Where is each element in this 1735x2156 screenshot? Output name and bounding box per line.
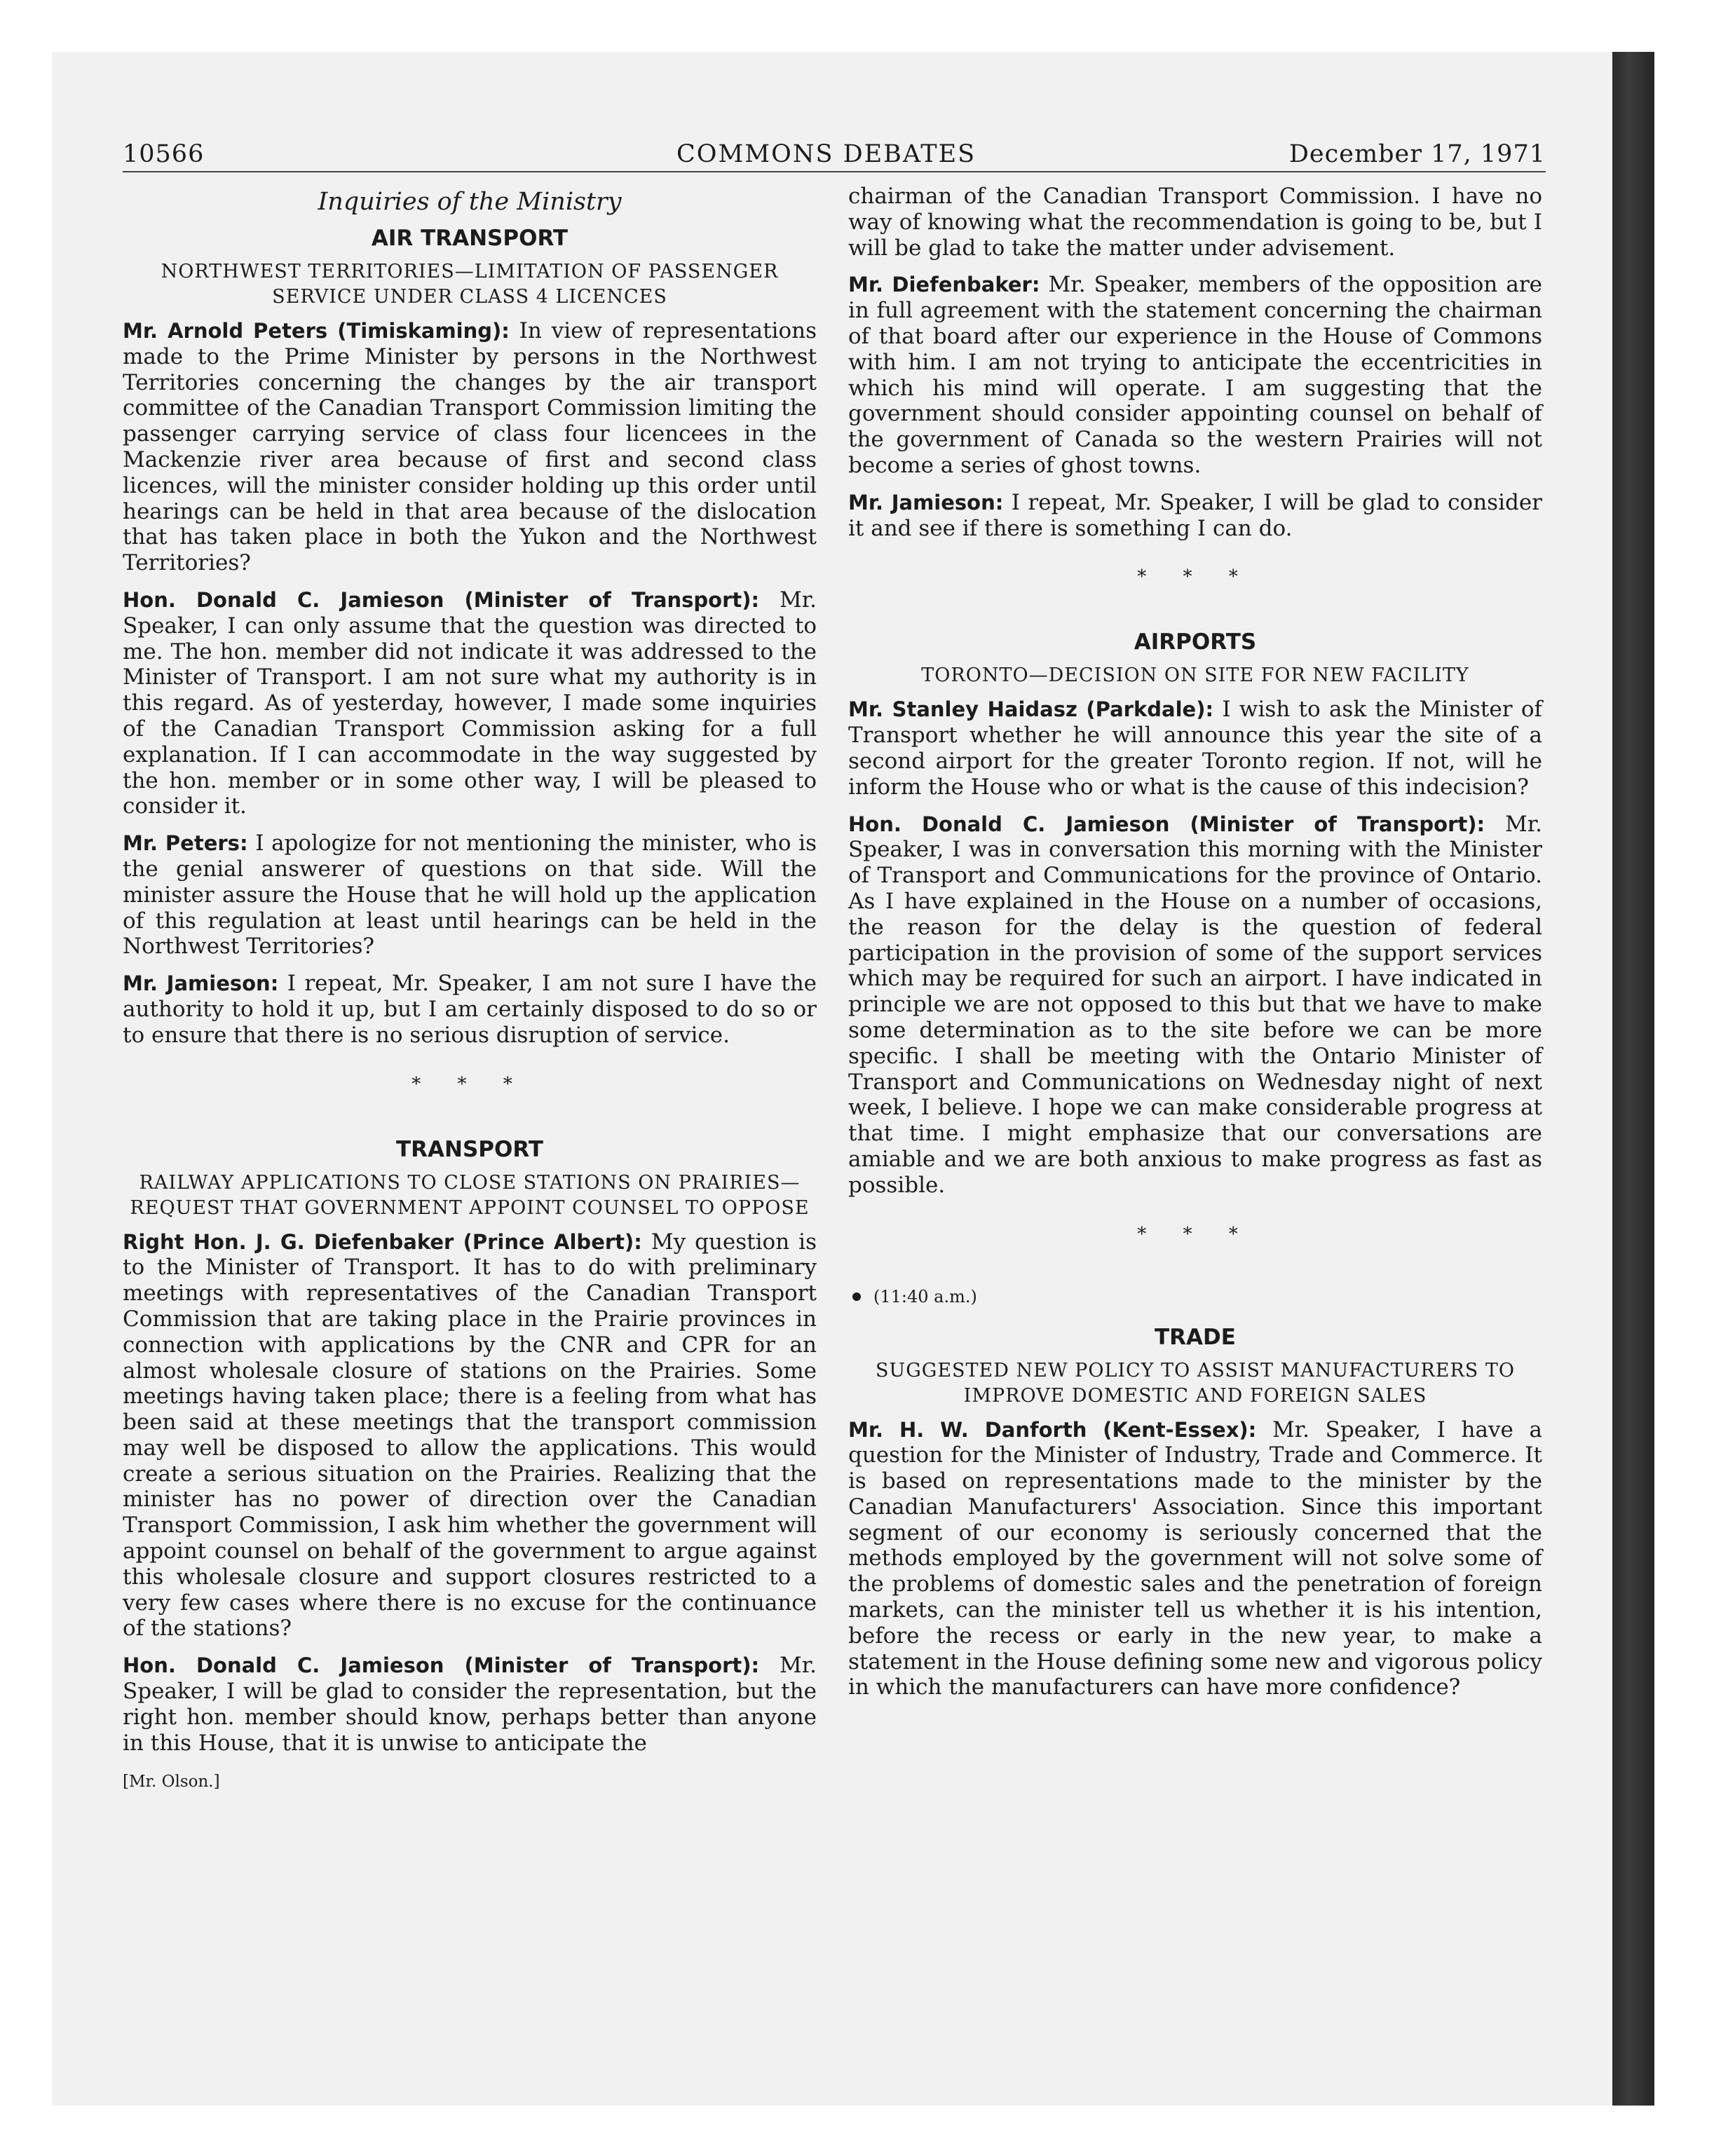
- paragraph: [848, 490, 1542, 542]
- subrubric-railway-applications: RAILWAY APPLICATIONS TO CLOSE STATIONS ON PRAIRIES—REQUEST THAT GOVERNMENT APPOINT COUNSEL TO OPPOSE: [130, 1171, 810, 1219]
- subrubric-toronto: TORONTO—DECISION ON SITE FOR NEW FACILITY: [921, 664, 1469, 687]
- paragraph-text: Mr. Speaker, members of the opposition are in full agreement with the statement concerning the chairman of that board after our experience in the House of Commons with him. I am not trying to anticipate the eccentricities in which his mind will operate. I am suggesting that the government should consider appointing counsel on behalf of the government of Canada so the western Prairies will not become a series of ghost towns.: [848, 272, 1542, 478]
- speaker-name: Mr. Jamieson:: [848, 490, 1004, 514]
- speaker-name: Mr. H. W. Danforth (Kent-Essex):: [848, 1417, 1257, 1442]
- paragraph: [123, 1229, 817, 1642]
- paragraph-text: I repeat, Mr. Speaker, I will be glad to consider it and see if there is something I can do.: [848, 489, 1542, 541]
- left-column: [123, 184, 817, 1791]
- speaker-name: Mr. Jamieson:: [123, 971, 279, 996]
- speaker-name: Mr. Peters:: [123, 831, 248, 856]
- paragraph-text: I wish to ask the Minister of Transport whether he will announce this year the site of a second airport for the greater Toronto region. If not, will he inform the House who or what is the cause of this indecision?: [848, 697, 1542, 800]
- subrubric-northwest-territories: NORTHWEST TERRITORIES—LIMITATION OF PASSENGER SERVICE UNDER CLASS 4 LICENCES: [161, 261, 779, 308]
- speaker-name: Right Hon. J. G. Diefenbaker (Prince Albert):: [123, 1229, 642, 1254]
- paragraph: [848, 697, 1542, 800]
- paragraph: [848, 1417, 1542, 1701]
- paragraph: [123, 318, 817, 576]
- paragraph-text: Mr. Speaker, I will be glad to consider the representation, but the right hon. member should know, perhaps better than anyone in this House, that it is unwise to anticipate the: [123, 1653, 817, 1756]
- rubric-air-transport: AIR TRANSPORT: [371, 226, 569, 251]
- paragraph-text: I repeat, Mr. Speaker, I am not sure I have the authority to hold it up, but I am certainly disposed to do so or to ensure that there is no serious disruption of service.: [123, 971, 817, 1048]
- paragraph-text: Mr. Speaker, I can only assume that the question was directed to me. The hon. member did not indicate it was addressed to the Minister of Transport. I am not sure what my authority is in this regard. As of yesterday, however, I made some inquiries of the Canadian Transport Commission asking for a full explanation. If I can accommodate in the way suggested by the hon. member or in some other way, I will be pleased to consider it.: [123, 587, 817, 819]
- page-number: 10566: [123, 140, 205, 168]
- paragraph: [848, 812, 1542, 1199]
- speaker-name: Hon. Donald C. Jamieson (Minister of Transport):: [848, 812, 1485, 836]
- scan-edge-shadow: [1612, 52, 1654, 2106]
- speaker-name: Hon. Donald C. Jamieson (Minister of Transport):: [123, 587, 760, 612]
- paragraph-text: I apologize for not mentioning the minister, who is the genial answerer of questions on that side. Will the minister assure the House that he will hold up the application of this regulation at least until hearings can be held in the Northwest Territories?: [123, 831, 817, 960]
- paragraph: [123, 1653, 817, 1756]
- speaker-name: Mr. Arnold Peters (Timiskaming):: [123, 319, 510, 343]
- publication-date: December 17, 1971: [1288, 140, 1546, 168]
- bullet-icon: [852, 1292, 861, 1301]
- time-marker-text: (11:40 a.m.): [873, 1286, 977, 1306]
- speaker-name: Hon. Donald C. Jamieson (Minister of Transport):: [123, 1653, 760, 1678]
- paragraph-text: Mr. Speaker, I was in conversation this morning with the Minister of Transport and Communications for the province of Ontario. As I have explained in the House on a number of occasions, the reason for the delay is the question of federal participation in the provision of some of the support services which may be required for such an airport. I have indicated in principle we are not opposed to this but that we have to make some determination as to the site before we can be more specific. I shall be meeting with the Ontario Minister of Transport and Communications on Wednesday night of next week, I believe. I hope we can make considerable progress at that time. I might emphasize that our conversations are amiable and we are both anxious to make progress as fast as possible.: [848, 811, 1542, 1198]
- section-separator: * * *: [411, 1073, 528, 1095]
- rubric-airports: AIRPORTS: [1134, 629, 1257, 655]
- speaker-name: Mr. Diefenbaker:: [848, 273, 1040, 297]
- page-header: [123, 139, 1546, 172]
- paragraph-text: In view of representations made to the Prime Minister by persons in the Northwest Territories concerning the changes by the air transport committee of the Canadian Transport Commission limiting the passenger carrying service of class four licencees in the Mackenzie river area because of first and second class licences, will the minister consider holding up this order until hearings can be held in that area because of the dislocation that has taken place in both the Yukon and the Northwest Territories?: [123, 318, 817, 576]
- section-separator: * * *: [1137, 566, 1253, 588]
- paragraph-text: chairman of the Canadian Transport Commission. I have no way of knowing what the recommendation is going to be, but I will be glad to take the matter under advisement.: [848, 184, 1542, 261]
- right-column: [848, 184, 1542, 1712]
- paragraph: [848, 184, 1542, 261]
- paragraph: [848, 272, 1542, 478]
- speaker-name: Mr. Stanley Haidasz (Parkdale):: [848, 697, 1214, 722]
- section-separator: * * *: [1137, 1223, 1253, 1245]
- paragraph: [123, 971, 817, 1048]
- paragraph-text: Mr. Speaker, I have a question for the Minister of Industry, Trade and Commerce. It is based on representations made to the minister by the Canadian Manufacturers' Association. Since this important segment of our economy is seriously concerned that the methods employed by the government will not solve some of the problems of domestic sales and the penetration of foreign markets, can the minister tell us whether it is his intention, before the recess or early in the new year, to make a statement in the House defining some new and vigorous policy in which the manufacturers can have more confidence?: [848, 1417, 1542, 1700]
- publication-title: COMMONS DEBATES: [676, 140, 977, 168]
- paragraph: [123, 587, 817, 819]
- time-marker: [848, 1287, 1542, 1306]
- rubric-trade: TRADE: [1155, 1324, 1236, 1350]
- subrubric-manufacturers-policy: SUGGESTED NEW POLICY TO ASSIST MANUFACTURERS TO IMPROVE DOMESTIC AND FOREIGN SALES: [875, 1359, 1516, 1407]
- footnote: [Mr. Olson.]: [123, 1773, 220, 1792]
- paragraph: [123, 831, 817, 960]
- section-heading: Inquiries of the Ministry: [318, 188, 622, 216]
- paragraph-text: My question is to the Minister of Transport. It has to do with preliminary meetings with representatives of the Canadian Transport Commission that are taking place in the Prairie provinces in connection with applications by the CNR and CPR for an almost wholesale closure of stations on the Prairies. Some meetings having taken place; there is a feeling from what has been said at these meetings that the transport commission may well be disposed to allow the applications. This would create a serious situation on the Prairies. Realizing that the minister has no power of direction over the Canadian Transport Commission, I ask him whether the government will appoint counsel on behalf of the government to argue against this wholesale closure and support closures restricted to a very few cases where there is no excuse for the continuance of the stations?: [123, 1229, 817, 1642]
- rubric-transport: TRANSPORT: [396, 1136, 543, 1162]
